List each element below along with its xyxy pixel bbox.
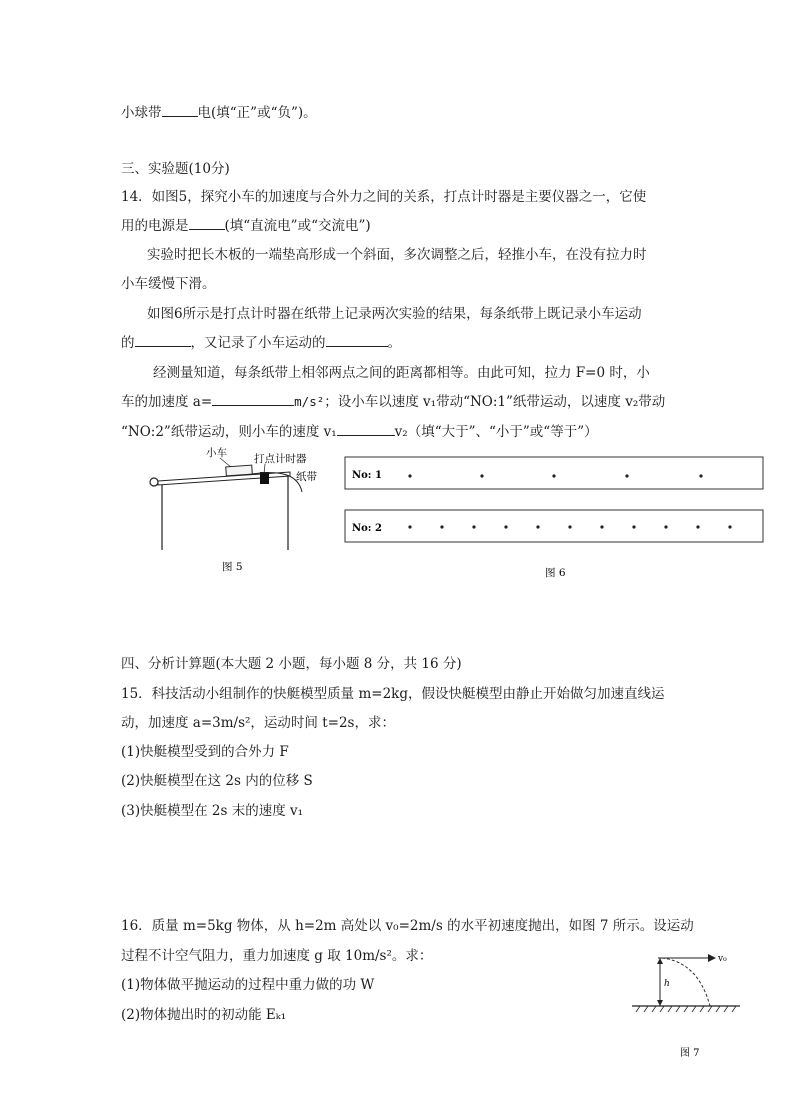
fig7-h-label: h — [664, 979, 670, 989]
arrow-up-icon — [657, 958, 663, 964]
q14-line8 — [121, 393, 665, 411]
q14-line9 — [121, 423, 598, 441]
q14-line6-a: 的 — [121, 335, 135, 351]
q14-accel-unit: m/s² — [294, 394, 325, 409]
fig5-caption: 图 5 — [222, 561, 243, 573]
q14-line7: 经测量知道，每条纸带上相邻两点之间的距离都相等。由此可知，拉力 F=0 时，小 — [153, 365, 650, 381]
figure-5 — [140, 442, 340, 582]
q14-line9-a: “NO:2”纸带运动，则小车的速度 v₁ — [121, 424, 337, 440]
q14-line2-prefix: 用的电源是 — [121, 218, 189, 234]
tape-2-dot — [568, 525, 571, 528]
q14-line1: 14．如图5，探究小车的加速度与合外力之间的关系，打点计时器是主要仪器之一，它使 — [121, 189, 647, 205]
tape-2-dot — [632, 525, 635, 528]
q14-line5: 如图6所示是打点计时器在纸带上记录两次实验的结果，每条纸带上既记录小车运动 — [147, 306, 642, 322]
q13-prefix: 小球带 — [121, 105, 162, 121]
q14-line8-b: ；设小车以速度 v₁带动“NO:1”纸带运动，以速度 v₂带动 — [324, 394, 666, 410]
q16-sub1: (1)物体做平抛运动的过程中重力做的功 W — [121, 977, 375, 993]
q14-blank-2 — [326, 334, 388, 347]
tape-2-dot — [696, 525, 699, 528]
tape-2-dot — [728, 525, 731, 528]
fig5-cart-label: 小车 — [206, 447, 227, 459]
fig5-board — [158, 472, 290, 485]
fig5-timer — [260, 472, 269, 484]
tape-1-label: No: 1 — [352, 470, 382, 481]
q16-sub2: (2)物体抛出时的初动能 Eₖ₁ — [121, 1007, 287, 1023]
tape-1-dot — [408, 474, 411, 477]
q15-sub3: (3)快艇模型在 2s 末的速度 v₁ — [121, 803, 304, 819]
q14-line6-c: 。 — [387, 335, 401, 351]
tape-1-dot — [480, 474, 483, 477]
arrow-right-icon — [708, 954, 716, 962]
q13-tail-line — [121, 104, 317, 122]
section3-heading: 三、实验题(10分) — [121, 161, 230, 177]
figure-6 — [340, 452, 770, 582]
q14-line6 — [121, 334, 401, 352]
tape-1 — [345, 457, 763, 489]
q14-line6-b: ，又记录了小车运动的 — [190, 335, 326, 351]
fig5-timer-label: 打点计时器 — [254, 453, 307, 465]
tape-2-dot — [536, 525, 539, 528]
fig6-caption: 图 6 — [545, 567, 566, 579]
q14-blank-power — [189, 217, 225, 230]
q14-blank-accel — [212, 393, 294, 406]
q14-blank-1 — [135, 334, 191, 347]
q14-line2 — [121, 217, 371, 235]
q14-line9-b: v₂（填“大于”、“小于”或“等于”） — [394, 424, 598, 440]
q15-sub1: (1)快艇模型受到的合外力 F — [121, 744, 289, 760]
tape-2-dot — [600, 525, 603, 528]
tape-1-dot — [625, 474, 628, 477]
q14-line4: 小车缓慢下滑。 — [121, 276, 216, 292]
tape-2-dot — [664, 525, 667, 528]
fig5-cart — [226, 465, 253, 476]
q15-line1: 15．科技活动小组制作的快艇模型质量 m=2kg，假设快艇模型由静止开始做匀加速直线运 — [121, 686, 665, 702]
section4-heading: 四、分析计算题(本大题 2 小题，每小题 8 分，共 16 分) — [121, 656, 462, 672]
q15-sub2: (2)快艇模型在这 2s 内的位移 S — [121, 773, 313, 789]
fig7-caption: 图 7 — [680, 1048, 700, 1059]
pulley-icon — [150, 478, 158, 486]
tape-2-dot — [504, 525, 507, 528]
fig7-v-label: v₀ — [718, 954, 727, 964]
fig7-ground-hatching — [636, 1006, 736, 1012]
tape-2-dot — [408, 525, 411, 528]
q14-line2-suffix: (填“直流电”或“交流电”) — [224, 218, 371, 234]
q14-line3: 实验时把长木板的一端垫高形成一个斜面，多次调整之后，轻推小车，在没有拉力时 — [147, 247, 647, 263]
tape-2 — [345, 510, 763, 542]
tape-2-label: No: 2 — [352, 523, 382, 534]
q13-blank — [162, 104, 198, 117]
q14-line8-a: 车的加速度 a= — [121, 394, 213, 410]
q16-line2: 过程不计空气阻力，重力加速度 g 取 10m/s²。求： — [121, 948, 433, 964]
tape-1-dot — [699, 474, 702, 477]
tape-2-dot — [472, 525, 475, 528]
arrow-down-icon — [657, 1000, 663, 1006]
q16-line1: 16．质量 m=5kg 物体，从 h=2m 高处以 v₀=2m/s 的水平初速度抛出，如图 7 所示。设运动 — [121, 918, 694, 934]
q15-line2: 动，加速度 a=3m/s²，运动时间 t=2s，求： — [121, 715, 395, 731]
q14-blank-compare — [337, 423, 395, 436]
fig5-tape-label: 纸带 — [296, 471, 317, 483]
figure-7 — [628, 948, 743, 1063]
q13-suffix: 电(填“正”或“负”)。 — [197, 105, 317, 121]
tape-2-dot — [440, 525, 443, 528]
tape-1-dot — [552, 474, 555, 477]
